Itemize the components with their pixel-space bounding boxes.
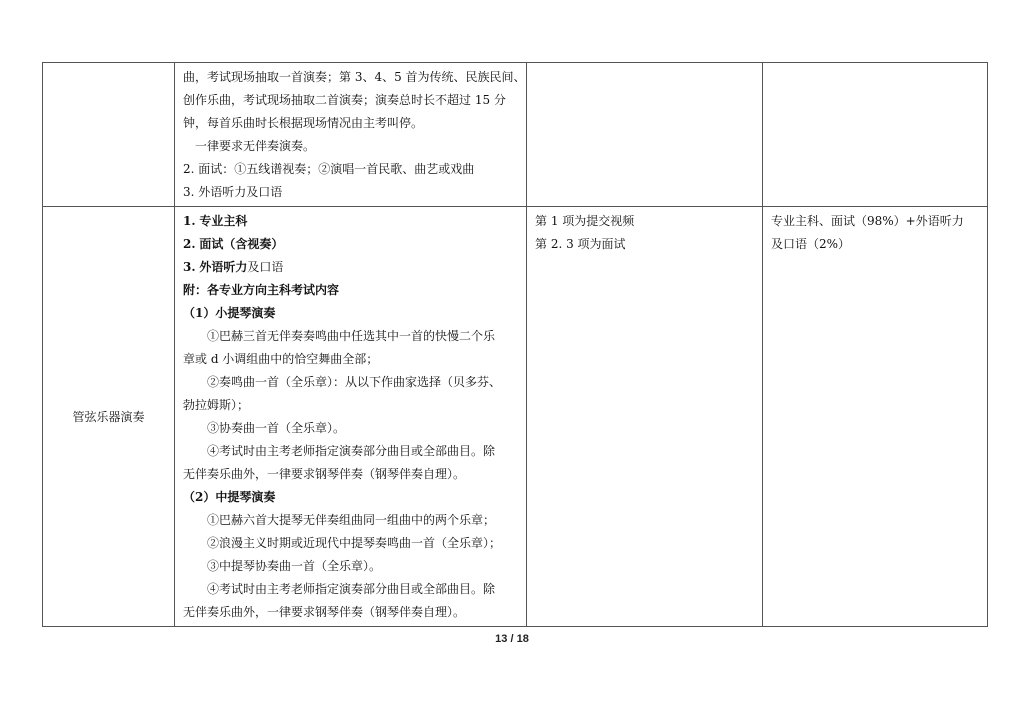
exam-content-cell: [175, 207, 527, 627]
content-line: 创作乐曲，考试现场抽取二首演奏；演奏总时长不超过 15 分: [183, 93, 506, 107]
content-line: 钟，每首乐曲时长根据现场情况由主考叫停。: [183, 116, 424, 130]
content-line: 3. 外语听力及口语: [183, 185, 283, 199]
format-line: 第 2. 3 项为面试: [535, 237, 626, 251]
category-cell: [43, 63, 175, 207]
content-line: ①巴赫三首无伴奏奏鸣曲中任选其中一首的快慢二个乐: [207, 329, 496, 343]
admissions-table: [42, 62, 988, 627]
table-row: [43, 63, 988, 207]
content-line: ③中提琴协奏曲一首（全乐章）。: [207, 559, 382, 573]
content-line: 2. 面试（含视奏）: [183, 237, 284, 251]
table-row: [43, 207, 988, 627]
content-line: 1. 专业主科: [183, 214, 248, 228]
content-line: ②奏鸣曲一首（全乐章）：从以下作曲家选择（贝多芬、: [207, 375, 502, 389]
content-line: 无伴奏乐曲外，一律要求钢琴伴奏（钢琴伴奏自理）。: [183, 605, 466, 619]
weight-line: 及口语（2%）: [771, 237, 851, 251]
exam-format-cell: [527, 207, 763, 627]
content-line: 一律要求无伴奏演奏。: [195, 139, 316, 153]
appendix-heading: 附：各专业方向主科考试内容: [183, 283, 340, 297]
content-line: 无伴奏乐曲外，一律要求钢琴伴奏（钢琴伴奏自理）。: [183, 467, 466, 481]
content-line: 勃拉姆斯）；: [183, 398, 250, 412]
page-number: 13 / 18: [495, 633, 529, 645]
format-line: 第 1 项为提交视频: [535, 214, 635, 228]
section-heading: （2）中提琴演奏: [183, 490, 276, 504]
score-weight-cell: [763, 207, 988, 627]
exam-content-cell: [175, 63, 527, 207]
content-line: ④考试时由主考老师指定演奏部分曲目或全部曲目。除: [207, 444, 496, 458]
score-weight-cell: [763, 63, 988, 207]
exam-format-cell: [527, 63, 763, 207]
content-line: 曲，考试现场抽取一首演奏；第 3、4、5 首为传统、民族民间、: [183, 70, 526, 84]
content-line: 章或 d 小调组曲中的恰空舞曲全部；: [183, 352, 379, 366]
section-heading: （1）小提琴演奏: [183, 306, 276, 320]
content-line: ②浪漫主义时期或近现代中提琴奏鸣曲一首（全乐章）；: [207, 536, 502, 550]
content-line: 3. 外语听力及口语: [183, 260, 284, 274]
category-cell: 管弦乐器演奏: [43, 207, 175, 627]
content-line: ③协奏曲一首（全乐章）。: [207, 421, 346, 435]
content-line: 2. 面试：①五线谱视奏；②演唱一首民歌、曲艺或戏曲: [183, 162, 475, 176]
content-line: ①巴赫六首大提琴无伴奏组曲同一组曲中的两个乐章；: [207, 513, 496, 527]
content-line: ④考试时由主考老师指定演奏部分曲目或全部曲目。除: [207, 582, 496, 596]
weight-line: 专业主科、面试（98%）+外语听力: [771, 214, 964, 228]
